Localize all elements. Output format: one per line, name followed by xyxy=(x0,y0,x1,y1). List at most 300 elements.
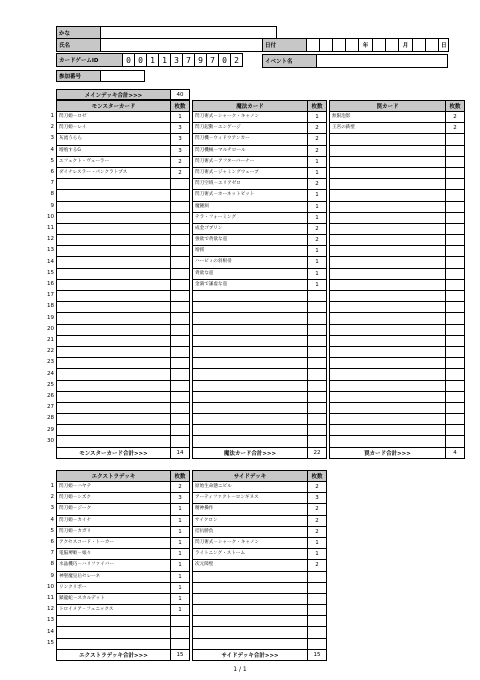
row-number: 11 xyxy=(47,225,54,231)
cardgame-id-digit[interactable]: 2 xyxy=(231,54,243,67)
card-name-cell[interactable] xyxy=(193,291,308,302)
day-digit-field[interactable] xyxy=(413,39,426,52)
card-count-cell[interactable] xyxy=(171,235,190,246)
card-count-cell[interactable] xyxy=(308,616,327,627)
card-count-cell[interactable]: 2 xyxy=(308,560,327,571)
card-name-cell[interactable] xyxy=(330,425,446,436)
cardgame-id-digit[interactable]: 3 xyxy=(171,54,183,67)
card-name-cell[interactable]: 閃刀機械－マルチロール xyxy=(193,145,308,156)
card-count-cell[interactable] xyxy=(446,346,465,357)
card-count-cell[interactable] xyxy=(171,212,190,223)
card-count-cell[interactable] xyxy=(171,414,190,425)
card-count-cell[interactable]: 2 xyxy=(308,134,327,145)
card-row xyxy=(193,526,327,537)
card-count-cell[interactable] xyxy=(446,313,465,324)
card-count-cell[interactable] xyxy=(171,324,190,335)
card-count-cell[interactable] xyxy=(446,414,465,425)
card-name-cell[interactable]: 貪欲な壺 xyxy=(193,268,308,279)
card-name-cell[interactable] xyxy=(330,436,446,447)
card-count-cell[interactable] xyxy=(308,638,327,649)
card-count-cell[interactable]: 1 xyxy=(308,212,327,223)
card-name-cell[interactable]: 成金ゴブリン xyxy=(193,223,308,234)
kana-field[interactable] xyxy=(101,27,277,39)
card-count-cell[interactable] xyxy=(446,291,465,302)
card-count-cell[interactable] xyxy=(446,134,465,145)
card-name-cell[interactable] xyxy=(57,313,171,324)
card-name-cell[interactable] xyxy=(57,279,171,290)
card-count-cell[interactable]: 2 xyxy=(308,526,327,537)
card-count-cell[interactable]: 3 xyxy=(171,145,190,156)
card-count-cell[interactable] xyxy=(171,436,190,447)
card-count-cell[interactable] xyxy=(171,425,190,436)
card-name-cell[interactable] xyxy=(57,414,171,425)
card-row xyxy=(57,549,190,560)
year-digit-field[interactable] xyxy=(333,39,346,52)
card-name-cell[interactable]: 原始生命態ニビル xyxy=(193,482,308,493)
card-count-cell[interactable]: 2 xyxy=(308,504,327,515)
card-name-cell[interactable]: 閃刀姫－ハヤテ xyxy=(57,482,171,493)
card-count-cell[interactable]: 3 xyxy=(308,493,327,504)
card-count-cell[interactable]: 2 xyxy=(171,156,190,167)
card-name-cell[interactable]: 閃刀起動－エンゲージ xyxy=(193,123,308,134)
card-name-cell[interactable] xyxy=(193,369,308,380)
card-name-cell[interactable] xyxy=(57,369,171,380)
card-count-cell[interactable]: 1 xyxy=(308,246,327,257)
card-count-cell[interactable]: 1 xyxy=(171,605,190,616)
card-count-cell[interactable] xyxy=(446,425,465,436)
card-count-cell[interactable] xyxy=(308,605,327,616)
card-count-cell[interactable] xyxy=(171,391,190,402)
card-name-cell[interactable]: 灰流うらら xyxy=(57,134,171,145)
card-count-cell[interactable] xyxy=(171,638,190,649)
card-count-cell[interactable]: 1 xyxy=(308,201,327,212)
card-name-cell[interactable]: 閃刀術式－シャーク・キャノン xyxy=(193,537,308,548)
card-count-cell[interactable] xyxy=(171,201,190,212)
card-count-cell[interactable] xyxy=(308,425,327,436)
card-name-cell[interactable] xyxy=(330,279,446,290)
card-row xyxy=(193,324,327,335)
card-row xyxy=(330,414,465,425)
card-count-cell[interactable] xyxy=(308,582,327,593)
card-name-cell[interactable] xyxy=(57,291,171,302)
card-name-cell[interactable] xyxy=(57,201,171,212)
card-name-cell[interactable]: ハーピィの羽根帚 xyxy=(193,257,308,268)
card-count-cell[interactable] xyxy=(171,257,190,268)
card-count-cell[interactable]: 1 xyxy=(171,560,190,571)
card-name-cell[interactable] xyxy=(57,223,171,234)
card-name-cell[interactable] xyxy=(330,212,446,223)
card-count-cell[interactable]: 1 xyxy=(308,549,327,560)
card-name-cell[interactable] xyxy=(193,571,308,582)
card-count-cell[interactable]: 1 xyxy=(308,537,327,548)
card-count-cell[interactable]: 1 xyxy=(308,156,327,167)
card-count-cell[interactable] xyxy=(171,627,190,638)
card-name-cell[interactable]: サイクロン xyxy=(193,515,308,526)
card-count-cell[interactable]: 3 xyxy=(171,493,190,504)
card-name-cell[interactable] xyxy=(57,627,171,638)
card-count-cell[interactable] xyxy=(171,346,190,357)
cardgame-id-digit[interactable]: 9 xyxy=(195,54,207,67)
card-name-cell[interactable]: トロイメア・フェニックス xyxy=(57,605,171,616)
card-count-cell[interactable]: 1 xyxy=(171,549,190,560)
card-row xyxy=(193,134,327,145)
row-number: 7 xyxy=(50,550,54,557)
card-row xyxy=(193,268,327,279)
card-name-cell[interactable] xyxy=(193,402,308,413)
card-name-cell[interactable] xyxy=(330,167,446,178)
card-name-cell[interactable]: 閃刀姫－カガリ xyxy=(57,526,171,537)
card-name-cell[interactable] xyxy=(57,246,171,257)
card-count-cell[interactable]: 2 xyxy=(308,179,327,190)
card-count-cell[interactable] xyxy=(446,257,465,268)
card-name-cell[interactable] xyxy=(330,369,446,380)
card-name-cell[interactable]: 閃刀術式－シャーク・キャノン xyxy=(193,112,308,123)
event-name-field[interactable] xyxy=(317,55,448,68)
card-count-cell[interactable] xyxy=(308,291,327,302)
card-count-cell[interactable] xyxy=(446,324,465,335)
card-name-cell[interactable]: 閃刀術式－ホーネットビット xyxy=(193,190,308,201)
year-digit-field[interactable] xyxy=(320,39,333,52)
card-count-cell[interactable]: 1 xyxy=(308,257,327,268)
cardgame-id-digit[interactable]: 1 xyxy=(147,54,159,67)
card-name-cell[interactable]: 閃刀術式－ジャミングウェーブ xyxy=(193,167,308,178)
card-count-cell[interactable]: 1 xyxy=(308,167,327,178)
card-name-cell[interactable] xyxy=(193,346,308,357)
card-name-cell[interactable] xyxy=(57,302,171,313)
card-count-cell[interactable] xyxy=(446,156,465,167)
card-count-cell[interactable] xyxy=(308,380,327,391)
card-name-cell[interactable]: 閃刀空域－エリアゼロ xyxy=(193,179,308,190)
card-name-cell[interactable]: 閃刀姫－シズク xyxy=(57,493,171,504)
card-row xyxy=(330,436,465,447)
card-count-cell[interactable] xyxy=(446,190,465,201)
card-name-cell[interactable]: アクセスコード・トーカー xyxy=(57,537,171,548)
card-name-cell[interactable] xyxy=(193,414,308,425)
cardgame-id-digit[interactable]: 0 xyxy=(219,54,231,67)
card-count-cell[interactable] xyxy=(308,335,327,346)
card-count-cell[interactable] xyxy=(446,436,465,447)
card-name-cell[interactable] xyxy=(193,582,308,593)
card-count-cell[interactable] xyxy=(308,436,327,447)
card-count-cell[interactable]: 1 xyxy=(308,279,327,290)
card-name-cell[interactable] xyxy=(330,156,446,167)
card-name-cell[interactable] xyxy=(57,391,171,402)
card-count-cell[interactable] xyxy=(446,279,465,290)
card-name-cell[interactable] xyxy=(330,201,446,212)
card-name-cell[interactable] xyxy=(330,324,446,335)
card-count-cell[interactable] xyxy=(446,380,465,391)
side-total-label: サイドデッキ合計>>> xyxy=(193,649,308,660)
card-row xyxy=(57,123,190,134)
card-name-cell[interactable] xyxy=(330,145,446,156)
card-name-cell[interactable]: 水晶機巧－ハリファイバー xyxy=(57,560,171,571)
card-name-cell[interactable] xyxy=(193,358,308,369)
side-total-value: 15 xyxy=(308,649,327,660)
card-name-cell[interactable] xyxy=(193,593,308,604)
card-count-cell[interactable] xyxy=(308,369,327,380)
card-name-cell[interactable] xyxy=(57,212,171,223)
card-count-cell[interactable] xyxy=(446,358,465,369)
card-name-cell[interactable] xyxy=(57,235,171,246)
card-row xyxy=(57,291,190,302)
card-row xyxy=(193,605,327,616)
name-label: 氏名 xyxy=(57,39,101,52)
cardgame-id-digit[interactable]: 0 xyxy=(123,54,135,67)
cardgame-id-digit[interactable]: 7 xyxy=(183,54,195,67)
card-row xyxy=(193,402,327,413)
card-count-cell[interactable] xyxy=(308,402,327,413)
card-count-cell[interactable]: 1 xyxy=(308,190,327,201)
card-name-cell[interactable]: 次元障壁 xyxy=(193,560,308,571)
card-count-cell[interactable]: 2 xyxy=(308,145,327,156)
cardgame-id-digit[interactable]: 1 xyxy=(159,54,171,67)
card-name-cell[interactable] xyxy=(330,257,446,268)
card-count-cell[interactable] xyxy=(171,402,190,413)
card-count-cell[interactable]: 1 xyxy=(171,504,190,515)
card-name-cell[interactable] xyxy=(330,358,446,369)
row-number: 13 xyxy=(47,247,54,254)
card-name-cell[interactable]: 閃刀機－ウィドウアンカー xyxy=(193,134,308,145)
card-name-cell[interactable] xyxy=(57,616,171,627)
card-row xyxy=(193,537,327,548)
row-number: 5 xyxy=(50,157,54,164)
card-name-cell[interactable] xyxy=(330,302,446,313)
card-row xyxy=(57,605,190,616)
card-name-cell[interactable]: エフェクト・ヴェーラー xyxy=(57,156,171,167)
card-row xyxy=(57,190,190,201)
card-name-cell[interactable] xyxy=(330,291,446,302)
card-row xyxy=(193,167,327,178)
card-name-cell[interactable] xyxy=(57,638,171,649)
card-count-cell[interactable] xyxy=(308,346,327,357)
card-name-cell[interactable] xyxy=(330,268,446,279)
card-count-cell[interactable]: 3 xyxy=(171,134,190,145)
card-count-cell[interactable] xyxy=(446,179,465,190)
row-number: 1 xyxy=(50,483,54,489)
card-count-cell[interactable]: 1 xyxy=(171,515,190,526)
card-count-cell[interactable] xyxy=(171,223,190,234)
card-count-cell[interactable] xyxy=(446,391,465,402)
card-name-cell[interactable] xyxy=(193,627,308,638)
card-name-cell[interactable]: 増援 xyxy=(193,246,308,257)
card-name-cell[interactable] xyxy=(330,134,446,145)
card-row xyxy=(330,380,465,391)
card-name-cell[interactable] xyxy=(330,246,446,257)
entry-number-field[interactable] xyxy=(101,71,145,82)
day-digit-field[interactable] xyxy=(426,39,439,52)
card-count-cell[interactable]: 2 xyxy=(446,112,465,123)
card-count-cell[interactable] xyxy=(308,571,327,582)
card-name-cell[interactable] xyxy=(57,425,171,436)
card-name-cell[interactable] xyxy=(330,335,446,346)
date-table xyxy=(262,38,449,52)
card-name-cell[interactable]: ライトニング・ストーム xyxy=(193,549,308,560)
card-count-cell[interactable]: 2 xyxy=(308,123,327,134)
card-count-cell[interactable] xyxy=(446,212,465,223)
card-count-cell[interactable] xyxy=(308,313,327,324)
card-count-cell[interactable]: 1 xyxy=(171,526,190,537)
card-row xyxy=(330,134,465,145)
card-count-cell[interactable] xyxy=(171,380,190,391)
card-count-cell[interactable] xyxy=(446,246,465,257)
card-name-cell[interactable]: 閃刀姫－ジーク xyxy=(57,504,171,515)
card-row xyxy=(57,582,190,593)
card-count-cell[interactable]: 2 xyxy=(308,515,327,526)
card-name-cell[interactable]: 増殖するG xyxy=(57,145,171,156)
card-count-cell[interactable]: 2 xyxy=(171,167,190,178)
card-count-cell[interactable] xyxy=(446,302,465,313)
card-name-cell[interactable]: 閃刀姫－レイ xyxy=(57,123,171,134)
card-name-cell[interactable]: 無限泡影 xyxy=(330,112,446,123)
month-digit-field[interactable] xyxy=(386,39,399,52)
row-number: 26 xyxy=(47,393,54,399)
cardgame-id-boxes[interactable] xyxy=(122,53,243,67)
card-name-cell[interactable] xyxy=(57,324,171,335)
card-row xyxy=(57,560,190,571)
card-count-cell[interactable]: 2 xyxy=(446,123,465,134)
card-name-cell[interactable] xyxy=(193,380,308,391)
card-count-cell[interactable]: 2 xyxy=(308,235,327,246)
cardgame-id-digit[interactable]: 7 xyxy=(207,54,219,67)
card-name-cell[interactable]: 閃刀姫－ロゼ xyxy=(57,112,171,123)
card-name-cell[interactable] xyxy=(330,235,446,246)
card-name-cell[interactable] xyxy=(193,638,308,649)
card-count-cell[interactable] xyxy=(446,145,465,156)
name-field[interactable] xyxy=(101,39,277,52)
card-count-cell[interactable] xyxy=(308,414,327,425)
card-name-cell[interactable]: 神聖魔皇后セレーネ xyxy=(57,571,171,582)
card-count-cell[interactable] xyxy=(308,627,327,638)
card-name-cell[interactable]: 閃刀姫－カイナ xyxy=(57,515,171,526)
card-row xyxy=(57,156,190,167)
card-name-cell[interactable] xyxy=(57,380,171,391)
card-name-cell[interactable] xyxy=(330,414,446,425)
card-name-cell[interactable]: 金満で謙虚な壺 xyxy=(193,279,308,290)
card-name-cell[interactable] xyxy=(57,257,171,268)
card-count-cell[interactable]: 1 xyxy=(171,571,190,582)
card-name-cell[interactable] xyxy=(57,346,171,357)
card-row xyxy=(193,145,327,156)
event-name-label: イベント名 xyxy=(263,55,317,68)
card-count-cell[interactable]: 1 xyxy=(171,582,190,593)
card-name-cell[interactable] xyxy=(57,402,171,413)
card-name-cell[interactable] xyxy=(193,324,308,335)
card-count-cell[interactable] xyxy=(446,167,465,178)
card-name-cell[interactable] xyxy=(330,190,446,201)
card-row xyxy=(330,246,465,257)
card-name-cell[interactable] xyxy=(193,425,308,436)
card-name-cell[interactable]: リンクリボー xyxy=(57,582,171,593)
card-name-cell[interactable] xyxy=(330,380,446,391)
card-name-cell[interactable] xyxy=(193,391,308,402)
card-count-cell[interactable] xyxy=(171,313,190,324)
card-name-cell[interactable]: 拮抗勝負 xyxy=(193,526,308,537)
card-count-cell[interactable]: 1 xyxy=(171,537,190,548)
card-count-cell[interactable] xyxy=(446,369,465,380)
card-count-cell[interactable] xyxy=(171,246,190,257)
card-count-cell[interactable] xyxy=(446,201,465,212)
card-count-cell[interactable] xyxy=(308,302,327,313)
card-name-cell[interactable] xyxy=(193,335,308,346)
card-count-cell[interactable]: 1 xyxy=(308,268,327,279)
card-name-cell[interactable]: 魔鍾洞 xyxy=(193,201,308,212)
year-digit-field[interactable] xyxy=(307,39,320,52)
card-count-cell[interactable] xyxy=(171,179,190,190)
card-count-cell[interactable] xyxy=(446,223,465,234)
card-name-cell[interactable] xyxy=(193,313,308,324)
card-name-cell[interactable] xyxy=(193,616,308,627)
card-count-cell[interactable] xyxy=(308,358,327,369)
card-count-cell[interactable] xyxy=(171,291,190,302)
card-name-cell[interactable]: 王宮の鉄壁 xyxy=(330,123,446,134)
card-name-cell[interactable] xyxy=(330,391,446,402)
card-name-cell[interactable]: 鎖龍蛇－スカルデット xyxy=(57,593,171,604)
card-name-cell[interactable]: アーティファクト－ロンギヌス xyxy=(193,493,308,504)
card-count-cell[interactable] xyxy=(171,358,190,369)
card-name-cell[interactable] xyxy=(330,346,446,357)
card-count-cell[interactable]: 2 xyxy=(171,482,190,493)
card-name-cell[interactable] xyxy=(57,335,171,346)
card-count-cell[interactable]: 1 xyxy=(171,593,190,604)
card-count-cell[interactable] xyxy=(171,279,190,290)
year-digit-field[interactable] xyxy=(346,39,359,52)
card-count-cell[interactable]: 2 xyxy=(308,482,327,493)
card-count-cell[interactable] xyxy=(171,369,190,380)
card-name-cell[interactable] xyxy=(57,190,171,201)
card-name-cell[interactable] xyxy=(57,436,171,447)
card-row xyxy=(330,201,465,212)
card-name-cell[interactable]: ダイナレスラー・パンクラトプス xyxy=(57,167,171,178)
card-count-cell[interactable] xyxy=(171,268,190,279)
card-count-cell[interactable]: 3 xyxy=(171,123,190,134)
card-row xyxy=(193,112,327,123)
card-count-cell[interactable] xyxy=(308,593,327,604)
card-name-cell[interactable]: 精神操作 xyxy=(193,504,308,515)
card-count-cell[interactable] xyxy=(171,190,190,201)
kana-label: かな xyxy=(57,27,101,39)
card-name-cell[interactable] xyxy=(193,436,308,447)
card-count-cell[interactable] xyxy=(446,268,465,279)
card-name-cell[interactable] xyxy=(57,358,171,369)
card-name-cell[interactable]: 閃刀術式－アフターバーナー xyxy=(193,156,308,167)
card-count-cell[interactable] xyxy=(446,335,465,346)
card-count-cell[interactable]: 1 xyxy=(308,112,327,123)
card-count-cell[interactable] xyxy=(308,391,327,402)
card-name-cell[interactable] xyxy=(330,313,446,324)
card-name-cell[interactable] xyxy=(193,302,308,313)
card-count-cell[interactable] xyxy=(446,402,465,413)
card-name-cell[interactable] xyxy=(193,605,308,616)
card-count-cell[interactable]: 2 xyxy=(308,223,327,234)
card-name-cell[interactable] xyxy=(330,179,446,190)
card-name-cell[interactable] xyxy=(330,223,446,234)
card-row xyxy=(57,493,190,504)
card-name-cell[interactable] xyxy=(57,268,171,279)
card-name-cell[interactable]: 強欲で貪欲な壺 xyxy=(193,235,308,246)
card-count-cell[interactable] xyxy=(171,335,190,346)
month-digit-field[interactable] xyxy=(373,39,386,52)
card-name-cell[interactable]: 電脳堺姫－娘々 xyxy=(57,549,171,560)
card-name-cell[interactable]: テラ・フォーミング xyxy=(193,212,308,223)
card-count-cell[interactable]: 1 xyxy=(171,112,190,123)
card-count-cell[interactable] xyxy=(171,302,190,313)
card-name-cell[interactable] xyxy=(330,402,446,413)
card-count-cell[interactable] xyxy=(308,324,327,335)
cardgame-id-digit[interactable]: 0 xyxy=(135,54,147,67)
card-name-cell[interactable] xyxy=(57,179,171,190)
card-count-cell[interactable] xyxy=(446,235,465,246)
card-count-cell[interactable] xyxy=(171,616,190,627)
